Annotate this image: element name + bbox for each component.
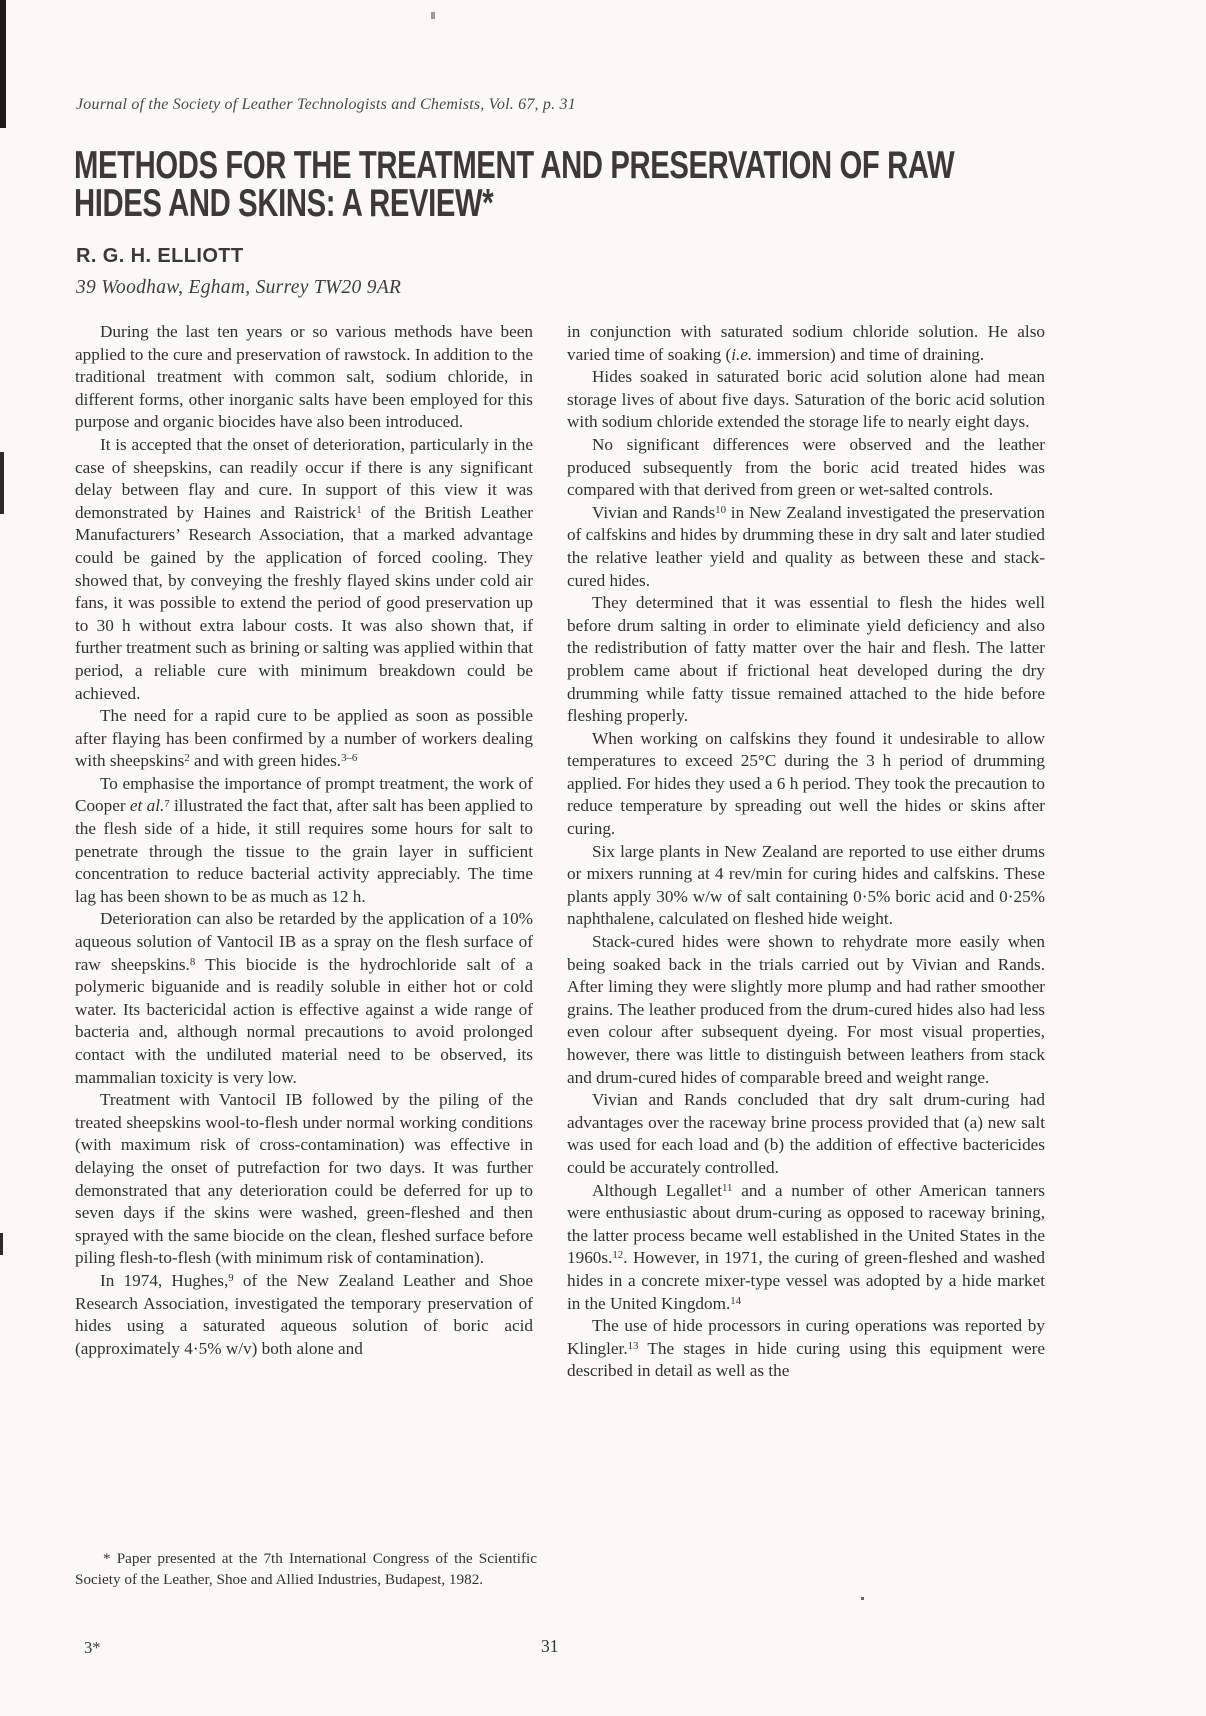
body-paragraph: When working on calfskins they found it undesirable to allow temperatures to exceed 25°C during the 3 h period of drumming applied. For hides they used a 6 h period. They took the precaution to reduce temperature by spreading out well the hides or skins after curing. <box>567 728 1045 839</box>
body-paragraph: It is accepted that the onset of deterioration, particularly in the case of sheepskins, can readily occur if there is any significant delay between flay and cure. In support of this view it was demonstrated by Haines and Raistrick$^1$ of the British Leather Manufacturers’ Research Association, that a marked advantage could be gained by the application of forced cooling. They showed that, by conveying the freshly flayed skins under cold air fans, it was possible to extend the period of good preservation up to 30 h without extra labour costs. It was also shown that, if further treatment such as brining or salting was applied within that period, a reliable cure with minimum breakdown could be achieved. <box>75 434 533 703</box>
citation-superscript: 14 <box>730 1294 742 1307</box>
citation-superscript: 1 <box>356 503 362 516</box>
signature-mark: 3* <box>84 1638 101 1657</box>
body-paragraph: No significant differences were observed and the leather produced subsequently from the boric acid treated hides was compared with that derived from green or wet-salted controls. <box>567 434 1045 500</box>
article-title-line-2: HIDES AND SKINS: A REVIEW* <box>74 182 494 225</box>
italic-text: i.e. <box>731 344 753 364</box>
body-paragraph: Deterioration can also be retarded by the application of a 10% aqueous solution of Vantocil IB as a spray on the flesh surface of raw sheepskins.$^8$ This biocide is the hydrochloride salt of a polymeric biguanide and is readily soluble in either hot or cold water. Its bactericidal action is effective against a wide range of bacteria and, although normal precautions to avoid prolonged contact with the undiluted material need to be observed, its mammalian toxicity is very low. <box>75 909 533 1087</box>
scan-artifact <box>0 452 4 514</box>
body-paragraph: Treatment with Vantocil IB followed by the piling of the treated sheepskins wool-to-flesh under normal working conditions (with maximum risk of cross-contamination) was effective in delaying the onset of putrefaction for two days. It was further demonstrated that any deterioration could be deferred for up to seven days if the skins were washed, green-fleshed and then sprayed with the same biocide on the clean, fleshed surface before piling flesh-to-flesh (with minimum risk of contamination). <box>75 1090 533 1268</box>
body-paragraph: in conjunction with saturated sodium chloride solution. He also varied time of soaking (i.e. immersion) and time of draining. <box>567 322 1045 364</box>
body-column-left <box>75 321 533 1360</box>
body-paragraph: The need for a rapid cure to be applied as soon as possible after flaying has been confirmed by a number of workers dealing with sheepskins$^2$ and with green hides.$^{3-6}$ <box>75 706 533 771</box>
page-number: 31 <box>541 1636 559 1656</box>
article-title <box>74 144 1199 225</box>
body-paragraph: The use of hide processors in curing operations was reported by Klingler.$^{13}$ The stages in hide curing using this equipment were described in detail as well as the <box>567 1316 1045 1381</box>
scan-artifact <box>0 0 6 128</box>
body-paragraph: Six large plants in New Zealand are reported to use either drums or mixers running at 4 rev/min for curing hides and calfskins. These plants apply 30% w/w of salt containing 0·5% boric acid and 0·25% naphthalene, calculated on fleshed hide weight. <box>567 841 1045 929</box>
body-paragraph: Hides soaked in saturated boric acid solution alone had mean storage lives of about five days. Saturation of the boric acid solution with sodium chloride extended the storage life to nearly eight days. <box>567 367 1045 432</box>
body-paragraph: To emphasise the importance of prompt treatment, the work of Cooper et al.$^7$ illustrated the fact that, after salt has been applied to the flesh side of a hide, it still requires some hours for salt to penetrate through the tissue to the grain layer in sufficient concentration to reduce bacterial activity appreciably. The time lag has been shown to be as much as 12 h. <box>75 773 533 906</box>
scan-artifact <box>0 1233 3 1255</box>
citation-superscript: 7 <box>164 797 170 810</box>
footnote: * Paper presented at the 7th International Congress of the Scientific Society of the Leather, Shoe and Allied Industries, Budapest, 1982. <box>75 1550 537 1588</box>
author-name: R. G. H. ELLIOTT <box>76 245 244 267</box>
scan-artifact <box>861 1597 864 1600</box>
author-address: 39 Woodhaw, Egham, Surrey TW20 9AR <box>76 277 402 298</box>
citation-superscript: 11 <box>722 1181 733 1194</box>
citation-superscript: 12 <box>612 1249 624 1262</box>
citation-superscript: 10 <box>715 503 726 516</box>
article-title-line-1: METHODS FOR THE TREATMENT AND PRESERVATION OF RAW <box>74 144 955 187</box>
scan-artifact <box>431 12 435 19</box>
body-paragraph: They determined that it was essential to flesh the hides well before drum salting in order to eliminate yield deficiency and also the redistribution of fatty matter over the hair and flesh. The latter problem came about if frictional heat developed during the dry drumming while fatty tissue remained attached to the hide before fleshing properly. <box>567 593 1045 726</box>
body-paragraph: Stack-cured hides were shown to rehydrate more easily when being soaked back in the trials carried out by Vivian and Rands. After liming they were slightly more plump and had rather smoother grains. The leather produced from the drum-cured hides also had less even colour after subsequent dyeing. For most visual properties, however, there was little to distinguish between leathers from stack and drum-cured hides of comparable breed and weight range. <box>567 932 1045 1087</box>
body-paragraph: In 1974, Hughes,$^9$ of the New Zealand Leather and Shoe Research Association, investigated the temporary preservation of hides using a saturated aqueous solution of boric acid (approximately 4·5% w/v) both alone and <box>75 1270 533 1358</box>
italic-text: et al. <box>129 796 165 816</box>
body-paragraph: Vivian and Rands$^{10}$ in New Zealand investigated the preservation of calfskins and hides by drumming these in dry salt and later studied the relative leather yield and quality as between these and stack-cured hides. <box>567 502 1046 590</box>
citation-superscript: 2 <box>184 752 190 765</box>
body-column-right <box>567 321 1045 1383</box>
citation-superscript: 8 <box>189 955 196 968</box>
citation-superscript: 3–6 <box>341 752 358 765</box>
body-paragraph: Although Legallet$^{11}$ and a number of other American tanners were enthusiastic about drum-curing as opposed to raceway brining, the latter process became well established in the United States in the 1960s.$^{12}$. However, in 1971, the curing of green-fleshed and washed hides in a concrete mixer-type vessel was adopted by a hide market in the United Kingdom.$^{14}$ <box>567 1180 1045 1313</box>
body-paragraph: During the last ten years or so various methods have been applied to the cure and preservation of rawstock. In addition to the traditional treatment with common salt, sodium chloride, in different forms, other inorganic salts have been employed for this purpose and organic biocides have also been introduced. <box>75 322 533 432</box>
body-paragraph: Vivian and Rands concluded that dry salt drum-curing had advantages over the raceway brine process provided that (a) new salt was used for each load and (b) the addition of effective bactericides could be accurately controlled. <box>567 1090 1045 1177</box>
journal-header-line: Journal of the Society of Leather Technologists and Chemists, Vol. 67, p. 31 <box>76 96 576 113</box>
citation-superscript: 13 <box>627 1339 639 1352</box>
citation-superscript: 9 <box>228 1272 234 1285</box>
